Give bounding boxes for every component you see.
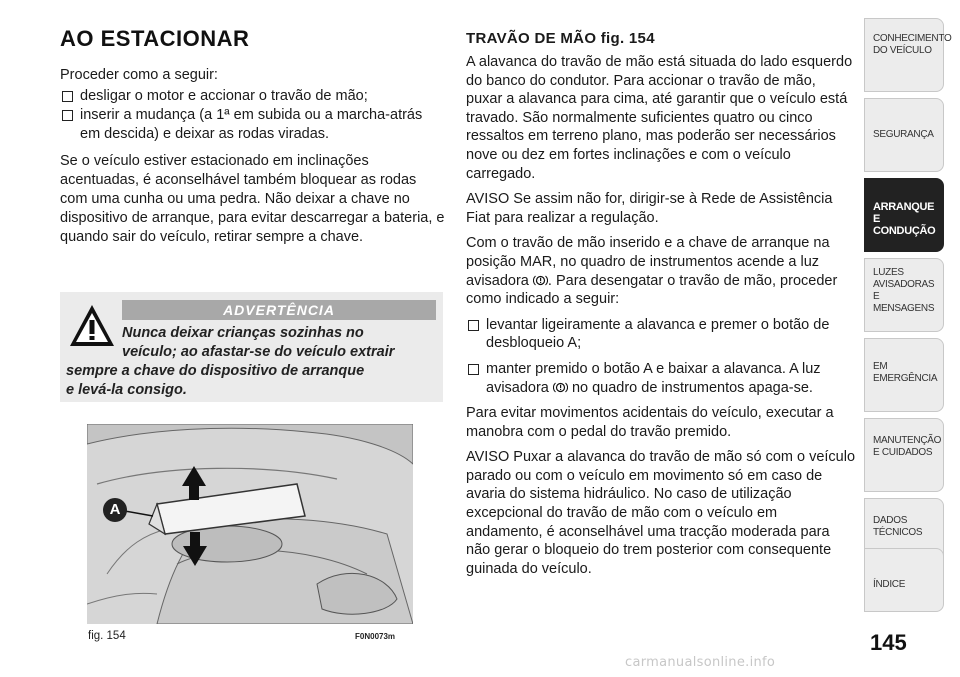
- parking-bullet-1: desligar o motor e accionar o travão de mão;: [60, 87, 445, 106]
- tab-label: E MENSAGENS: [873, 291, 935, 314]
- tab-manutencao[interactable]: [864, 418, 944, 492]
- handbrake-illustration: [87, 424, 413, 624]
- handbrake-p3-start: Com o travão de mão inserido e a chave de arranque na posição MAR, no quadro de instrumentos acende a luz avisadora: [466, 235, 830, 289]
- figure-caption: fig. 154: [88, 630, 126, 642]
- handbrake-bullet-2: [466, 360, 856, 397]
- tab-emergencia[interactable]: [864, 338, 944, 412]
- callout-a: [103, 498, 127, 522]
- left-column: [60, 26, 445, 255]
- brake-warning-lamp-icon: [533, 274, 548, 287]
- chapter-sidebar: [864, 0, 960, 677]
- warning-line-4: e levá-la consigo.: [66, 382, 187, 398]
- tab-label: DO VEÍCULO: [873, 45, 932, 56]
- section-title-parking: AO ESTACIONAR: [60, 26, 250, 51]
- brake-warning-lamp-icon: [553, 381, 568, 394]
- tab-label: AVISADORAS: [873, 279, 935, 290]
- tab-label: ARRANQUE: [873, 201, 935, 213]
- handbrake-b2-end: no quadro de instrumentos apaga-se.: [571, 379, 813, 396]
- warning-line-2: veículo; ao afastar-se do veículo extrair: [122, 344, 395, 360]
- handbrake-paragraph-5: AVISO Puxar a alavanca do travão de mão só com o veículo parado ou com o veículo em movimento só em caso de avaria do sistema hidráulico. No caso de utilização excepcional do travão de mão com o veículo em andamento, é aconselhável uma tracção moderada para não gerar o bloqueio do trem posterior com consequente guinada do veículo.: [466, 449, 856, 577]
- warning-title: ADVERTÊNCIA: [122, 300, 436, 320]
- handbrake-figure: [87, 424, 413, 624]
- handbrake-b2-start: manter premido o botão A e baixar a alavanca. A luz avisadora: [486, 360, 821, 396]
- handbrake-paragraph-3: [466, 234, 856, 308]
- tab-conhecimento[interactable]: [864, 18, 952, 92]
- section-title-handbrake: TRAVÃO DE MÃO fig. 154: [466, 30, 655, 47]
- tab-label: CONHECIMENTO: [873, 33, 952, 44]
- tab-label: EM EMERGÊNCIA: [873, 361, 938, 384]
- warning-line-1: Nunca deixar crianças sozinhas no: [122, 325, 364, 341]
- tab-label: E CUIDADOS: [873, 447, 933, 458]
- tab-indice[interactable]: [864, 548, 944, 612]
- right-column: [466, 30, 856, 585]
- tab-label: E CONDUÇÃO: [873, 213, 936, 237]
- parking-intro: Proceder como a seguir:: [60, 67, 218, 83]
- watermark: carmanualsonline.info: [625, 655, 776, 670]
- tab-label: SEGURANÇA: [873, 129, 934, 140]
- handbrake-bullet-1: levantar ligeiramente a alavanca e premer o botão de desbloqueio A;: [466, 316, 856, 353]
- parking-bullet-2: inserir a mudança (a 1ª em subida ou a marcha-atrás em descida) e deixar as rodas viradas.: [60, 106, 445, 144]
- tab-label: DADOS: [873, 515, 908, 526]
- handbrake-paragraph-4: Para evitar movimentos acidentais do veículo, executar a manobra com o pedal do travão premido.: [466, 405, 834, 440]
- page-number: 145: [870, 630, 907, 655]
- tab-arranque[interactable]: [864, 178, 944, 252]
- parking-paragraph: Se o veículo estiver estacionado em inclinações acentuadas, é aconselhável também bloquear as rodas com uma cunha ou uma pedra. Não deixar a chave no dispositivo de arranque, para evitar descarregar a bateria, e quando sair do veículo, retirar sempre a chave.: [60, 153, 445, 245]
- figure-code: F0N0073m: [355, 632, 396, 641]
- handbrake-paragraph-2: AVISO Se assim não for, dirigir-se à Rede de Assistência Fiat para realizar a regulação.: [466, 191, 833, 226]
- tab-seguranca[interactable]: [864, 98, 944, 172]
- tab-label: ÍNDICE: [873, 579, 906, 590]
- warning-text: [66, 324, 436, 400]
- handbrake-p3-end: . Para desengatar o travão de mão, proceder como indicado a seguir:: [466, 272, 838, 308]
- handbrake-paragraph-1: A alavanca do travão de mão está situada do lado esquerdo do banco do condutor. Para accionar o travão de mão, puxar a alavanca para cima, até garantir que o veículo está travado. São normalmente suficientes quatro ou cinco ressaltos em terreno plano, mas poderão ser necessários nove ou dez em fortes inclinações e com o veículo carregado.: [466, 54, 853, 182]
- warning-line-3: sempre a chave do dispositivo de arranque: [66, 363, 365, 379]
- warning-box: [60, 292, 443, 402]
- tab-label: TÉCNICOS: [873, 527, 923, 538]
- tab-luzes[interactable]: [864, 258, 944, 332]
- tab-label: MANUTENÇÃO: [873, 435, 942, 446]
- tab-label: LUZES: [873, 267, 904, 278]
- callout-a-label: A: [109, 501, 121, 518]
